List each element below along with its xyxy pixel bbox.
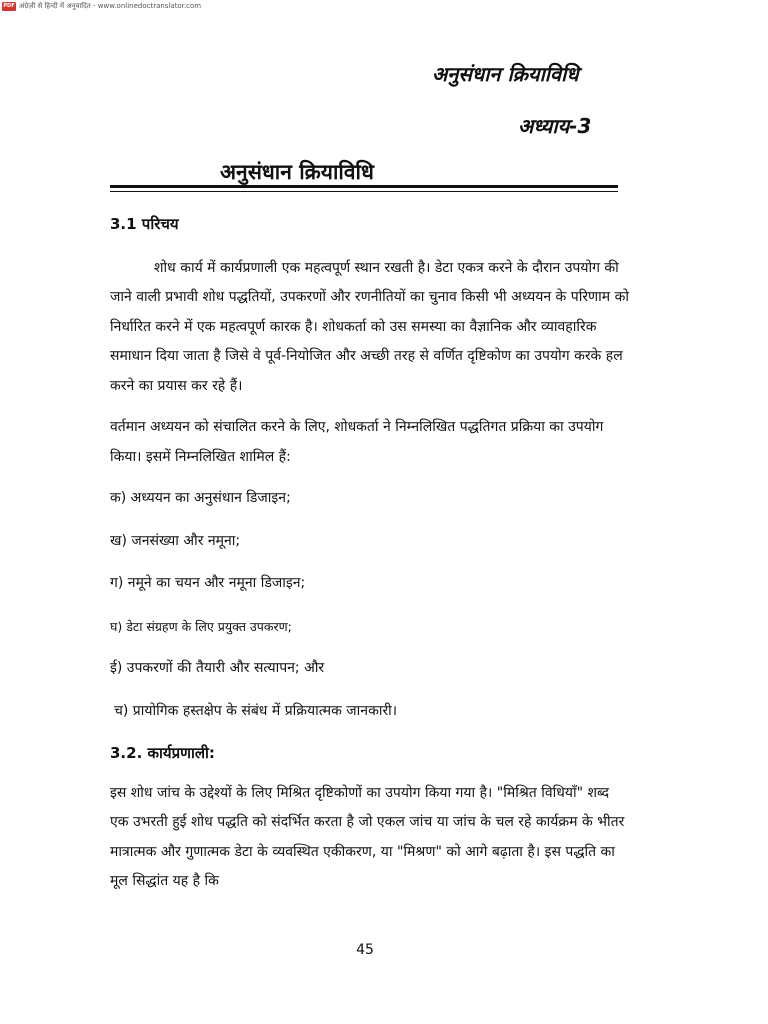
pdf-icon: PDF <box>3 3 15 9</box>
chapter-label: अध्याय-3 <box>518 114 592 138</box>
list-item: च) प्रायोगिक हस्तक्षेप के संबंध में प्रक्रियात्मक जानकारी। <box>114 702 398 719</box>
section-heading-intro: 3.1 परिचय <box>110 215 179 233</box>
running-title: अनुसंधान क्रियाविधि <box>432 62 579 86</box>
list-item: ग) नमूने का चयन और नमूना डिजाइन; <box>110 575 306 591</box>
page-number: 45 <box>356 942 374 958</box>
list-item: क) अध्ययन का अनुसंधान डिजाइन; <box>110 490 291 506</box>
list-item: घ) डेटा संग्रहण के लिए प्रयुक्त उपकरण; <box>110 618 292 634</box>
banner-text[interactable]: अंग्रेज़ी से हिन्दी में अनुवादित - www.onlinedoctranslator.com <box>19 1 202 10</box>
document-body <box>110 210 630 909</box>
intro-paragraph: शोध कार्य में कार्यप्रणाली एक महत्वपूर्ण स्थान रखती है। डेटा एकत्र करने के दौरान उपयोग की जाने वाली प्रभावी शोध पद्धतियों, उपकरणों और रणनीतियों का चुनाव किसी भी अध्ययन के परिणाम को निर्धारित करने में एक महत्वपूर्ण कारक है। शोधकर्ता को उस समस्या का वैज्ञानिक और व्यावहारिक समाधान दिया जाता है जिसे वे पूर्व-नियोजित और अच्छी तरह से वर्णित दृष्टिकोण का उपयोग करके हल करने का प्रयास कर रहे हैं। <box>110 259 630 394</box>
method-intro-paragraph: वर्तमान अध्ययन को संचालित करने के लिए, शोधकर्ता ने निम्नलिखित पद्धतिगत प्रक्रिया का उपयोग किया। इसमें निम्नलिखित शामिल हैं: <box>110 419 604 465</box>
title-rule-thick <box>110 185 618 188</box>
methodology-paragraph: इस शोध जांच के उद्देश्यों के लिए मिश्रित दृष्टिकोणों का उपयोग किया गया है। "मिश्रित विधियाँ" शब्द एक उभरती हुई शोध पद्धति को संदर्भित करता है जो एकल जांच या जांच के चल रहे कार्यक्रम के भीतर मात्रात्मक और गुणात्मक डेटा के व्यवस्थित एकीकरण, या "मिश्रण" को आगे बढ़ाता है। इस पद्धति का मूल सिद्धांत यह है कि <box>110 784 625 889</box>
page-title: अनुसंधान क्रियाविधि <box>220 160 374 184</box>
list-item: ख) जनसंख्या और नमूना; <box>110 532 241 549</box>
translator-banner[interactable] <box>0 0 201 12</box>
title-rule-thin <box>110 191 618 192</box>
list-item: ई) उपकरणों की तैयारी और सत्यापन; और <box>110 660 325 676</box>
section-heading-methodology: 3.2. कार्यप्रणाली: <box>110 744 215 762</box>
